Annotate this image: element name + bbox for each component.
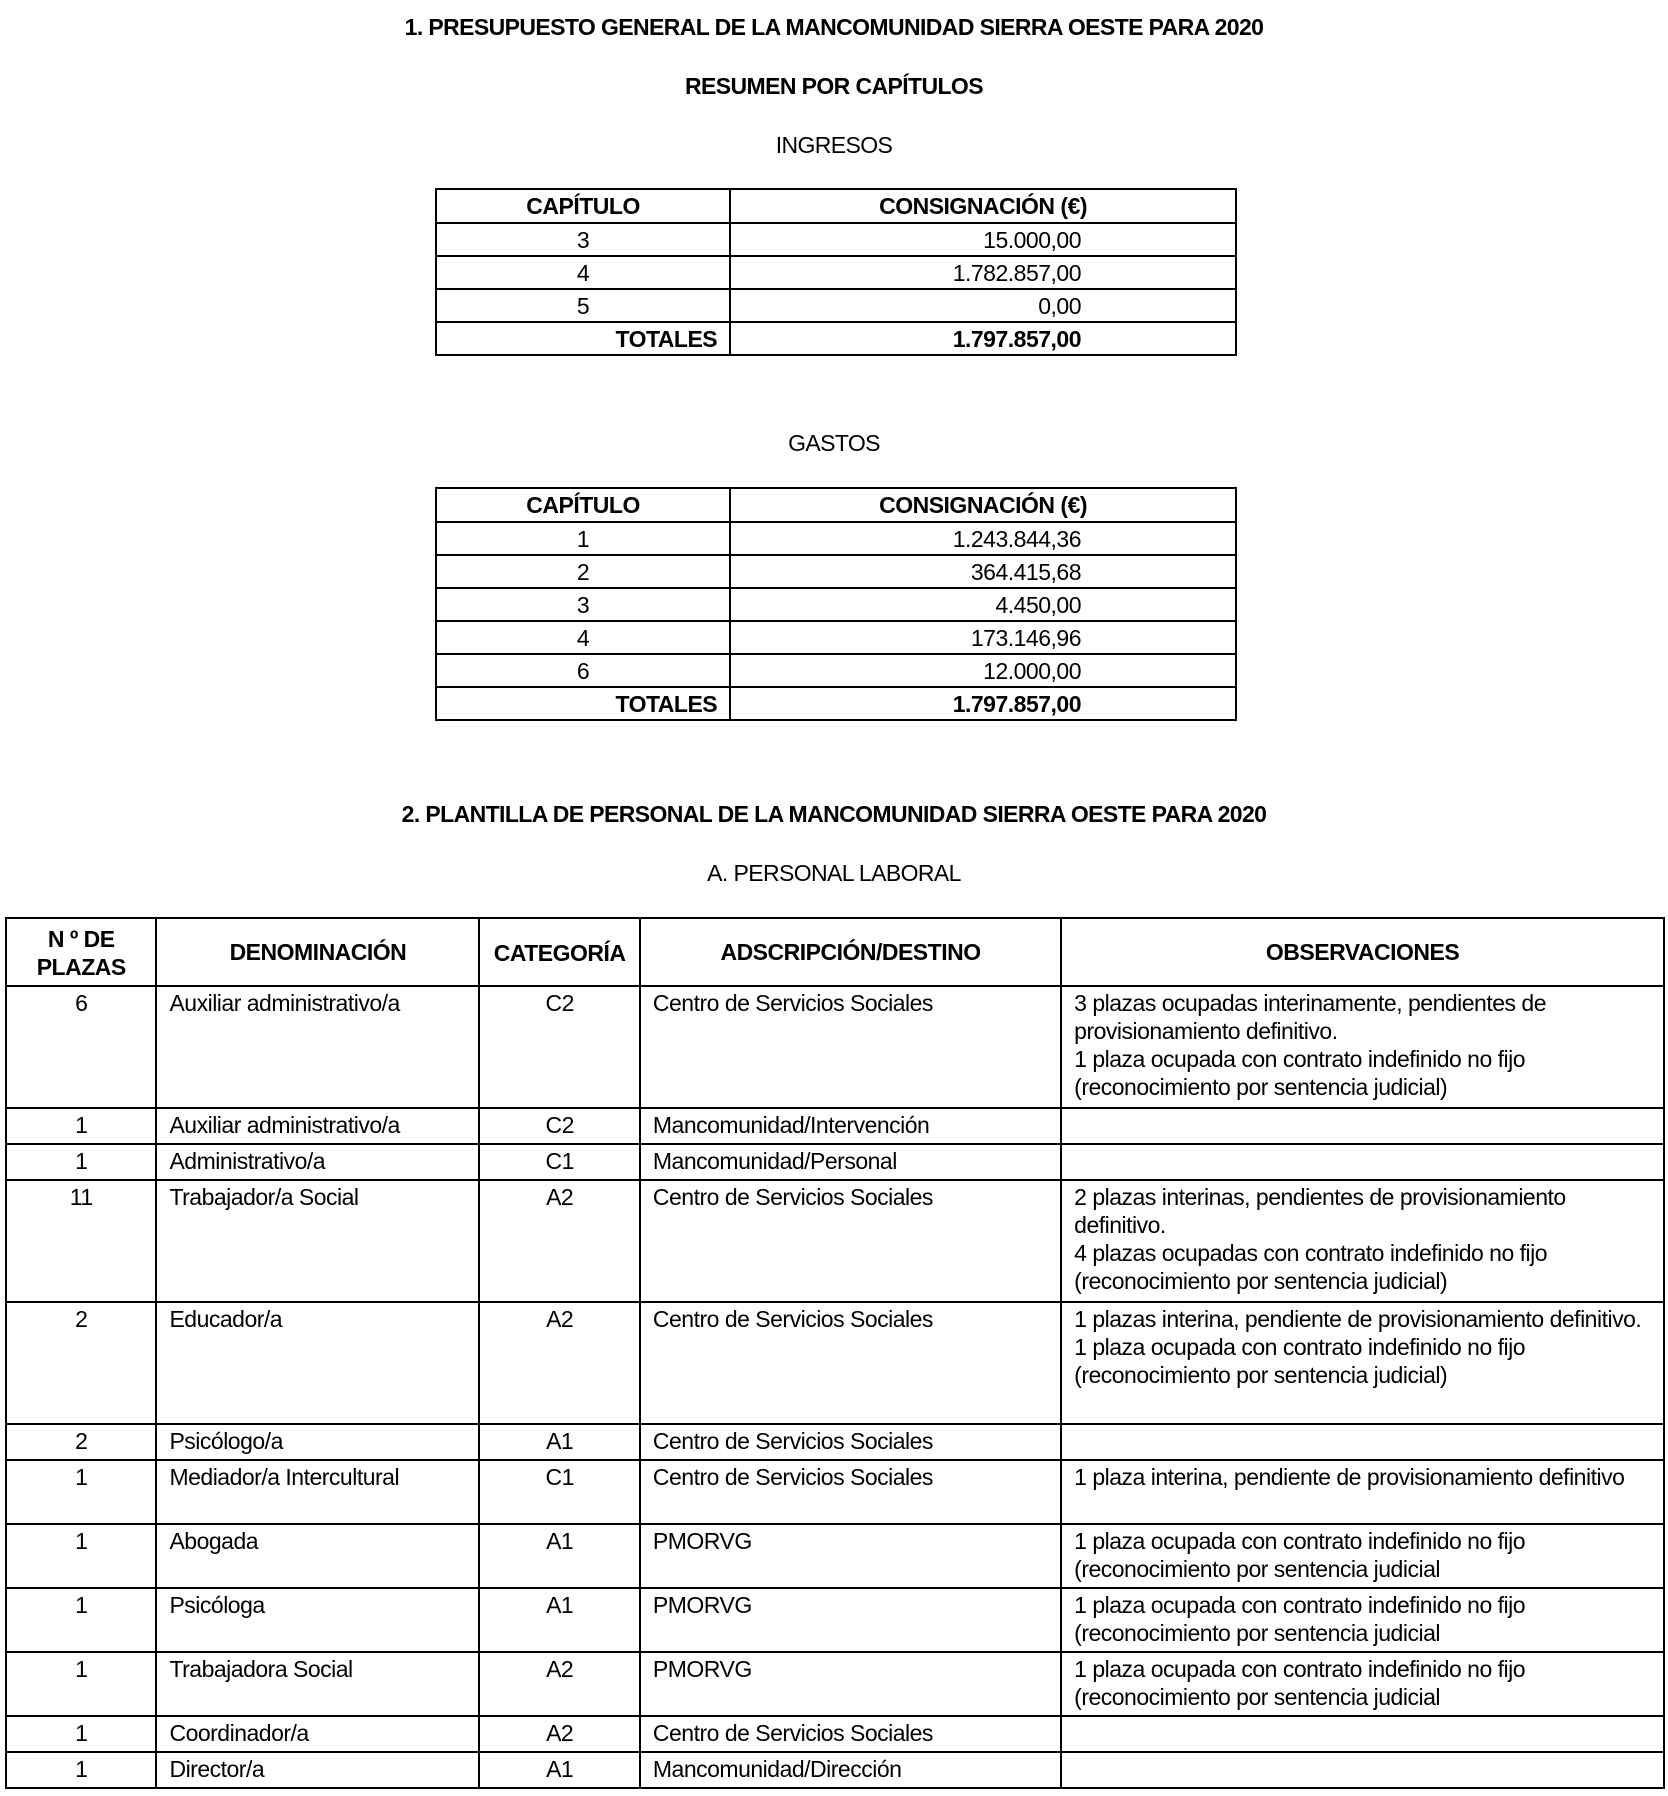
table-row — [436, 588, 1236, 621]
table-row — [436, 654, 1236, 687]
cell-observaciones — [1061, 1302, 1664, 1424]
header-plazas — [6, 918, 156, 986]
table-row — [6, 1716, 1664, 1752]
cell-adscripcion: PMORVG — [640, 1588, 1061, 1652]
cell-categoria: C2 — [479, 986, 639, 1108]
obs-line: 1 plazas interina, pendiente de provisionamiento definitivo. — [1074, 1306, 1642, 1332]
totals-label: TOTALES — [436, 322, 730, 355]
cell-denominacion: Psicóloga — [156, 1588, 479, 1652]
cell-adscripcion: Mancomunidad/Intervención — [640, 1108, 1061, 1144]
table-row — [436, 289, 1236, 322]
cell-plazas: 11 — [6, 1180, 156, 1302]
cell-denominacion: Mediador/a Intercultural — [156, 1460, 479, 1524]
cell-adscripcion: Mancomunidad/Dirección — [640, 1752, 1061, 1788]
cell-denominacion: Coordinador/a — [156, 1716, 479, 1752]
cell-adscripcion: Centro de Servicios Sociales — [640, 1716, 1061, 1752]
cell-consignacion: 364.415,68 — [730, 555, 1236, 588]
cell-capitulo: 4 — [436, 256, 730, 289]
gastos-label: GASTOS — [788, 430, 880, 456]
cell-denominacion: Trabajador/a Social — [156, 1180, 479, 1302]
table-row — [6, 1460, 1664, 1524]
section1-title: 1. PRESUPUESTO GENERAL DE LA MANCOMUNIDAD SIERRA OESTE PARA 2020 — [404, 14, 1264, 40]
table-row — [6, 1144, 1664, 1180]
cell-plazas: 1 — [6, 1652, 156, 1716]
cell-categoria: A2 — [479, 1716, 639, 1752]
header-observaciones: OBSERVACIONES — [1061, 918, 1664, 986]
cell-observaciones: 1 plaza ocupada con contrato indefinido no fijo (reconocimiento por sentencia judicial — [1061, 1652, 1664, 1716]
table-row — [6, 1752, 1664, 1788]
cell-denominacion: Auxiliar administrativo/a — [156, 986, 479, 1108]
cell-adscripcion: Centro de Servicios Sociales — [640, 1180, 1061, 1302]
cell-capitulo: 1 — [436, 522, 730, 555]
cell-adscripcion: PMORVG — [640, 1652, 1061, 1716]
table-row — [6, 986, 1664, 1108]
cell-plazas: 1 — [6, 1524, 156, 1588]
obs-line: 1 plaza ocupada con contrato indefinido no fijo (reconocimiento por sentencia judicial) — [1074, 1334, 1526, 1388]
table-row — [6, 1524, 1664, 1588]
cell-categoria: A1 — [479, 1524, 639, 1588]
cell-consignacion: 15.000,00 — [730, 223, 1236, 256]
cell-denominacion: Educador/a — [156, 1302, 479, 1424]
table-row — [436, 522, 1236, 555]
cell-categoria: C1 — [479, 1460, 639, 1524]
table-row — [436, 555, 1236, 588]
ingresos-label: INGRESOS — [775, 132, 893, 158]
cell-categoria: A1 — [479, 1424, 639, 1460]
header-categoria: CATEGORÍA — [479, 918, 639, 986]
cell-plazas: 1 — [6, 1108, 156, 1144]
cell-plazas: 2 — [6, 1302, 156, 1424]
cell-consignacion: 1.243.844,36 — [730, 522, 1236, 555]
cell-plazas: 2 — [6, 1424, 156, 1460]
header-capitulo: CAPÍTULO — [436, 488, 730, 522]
cell-plazas: 1 — [6, 1144, 156, 1180]
cell-plazas: 1 — [6, 1588, 156, 1652]
totals-row — [436, 687, 1236, 720]
header-consignacion: CONSIGNACIÓN (€) — [730, 488, 1236, 522]
cell-capitulo: 3 — [436, 588, 730, 621]
cell-capitulo: 6 — [436, 654, 730, 687]
cell-categoria: A2 — [479, 1302, 639, 1424]
cell-adscripcion: Centro de Servicios Sociales — [640, 1460, 1061, 1524]
cell-adscripcion: Mancomunidad/Personal — [640, 1144, 1061, 1180]
cell-consignacion: 1.782.857,00 — [730, 256, 1236, 289]
cell-adscripcion: Centro de Servicios Sociales — [640, 1424, 1061, 1460]
section1-subtitle: RESUMEN POR CAPÍTULOS — [685, 73, 983, 99]
cell-adscripcion: Centro de Servicios Sociales — [640, 986, 1061, 1108]
obs-line: 1 plaza ocupada con contrato indefinido no fijo (reconocimiento por sentencia judicial) — [1074, 1046, 1526, 1100]
cell-capitulo: 3 — [436, 223, 730, 256]
cell-categoria: C2 — [479, 1108, 639, 1144]
cell-consignacion: 173.146,96 — [730, 621, 1236, 654]
section2-title: 2. PLANTILLA DE PERSONAL DE LA MANCOMUNIDAD SIERRA OESTE PARA 2020 — [401, 801, 1267, 827]
cell-consignacion: 4.450,00 — [730, 588, 1236, 621]
cell-categoria: A1 — [479, 1588, 639, 1652]
table-header-row — [436, 488, 1236, 522]
obs-line: 2 plazas interinas, pendientes de provisionamiento definitivo. — [1074, 1184, 1566, 1238]
cell-plazas: 1 — [6, 1460, 156, 1524]
cell-plazas: 1 — [6, 1752, 156, 1788]
cell-plazas: 1 — [6, 1716, 156, 1752]
obs-line: 4 plazas ocupadas con contrato indefinido no fijo (reconocimiento por sentencia judicial) — [1074, 1240, 1548, 1294]
totals-row — [436, 322, 1236, 355]
cell-observaciones: 1 plaza ocupada con contrato indefinido no fijo (reconocimiento por sentencia judicial — [1061, 1588, 1664, 1652]
totals-value: 1.797.857,00 — [730, 687, 1236, 720]
header-plazas-line1: N º DE — [47, 925, 115, 952]
cell-plazas: 6 — [6, 986, 156, 1108]
cell-observaciones — [1061, 1144, 1664, 1180]
cell-denominacion: Administrativo/a — [156, 1144, 479, 1180]
cell-categoria: A2 — [479, 1180, 639, 1302]
cell-adscripcion: PMORVG — [640, 1524, 1061, 1588]
section2-subtitle: A. PERSONAL LABORAL — [707, 860, 961, 886]
table-row — [6, 1652, 1664, 1716]
table-row — [6, 1108, 1664, 1144]
header-denominacion: DENOMINACIÓN — [156, 918, 479, 986]
table-row — [6, 1424, 1664, 1460]
table-row — [6, 1302, 1664, 1424]
cell-adscripcion: Centro de Servicios Sociales — [640, 1302, 1061, 1424]
cell-capitulo: 4 — [436, 621, 730, 654]
cell-observaciones — [1061, 1424, 1664, 1460]
totals-value: 1.797.857,00 — [730, 322, 1236, 355]
staff-table — [5, 917, 1665, 1789]
cell-categoria: A1 — [479, 1752, 639, 1788]
totals-label: TOTALES — [436, 687, 730, 720]
gastos-table — [435, 487, 1237, 721]
table-row — [6, 1180, 1664, 1302]
cell-capitulo: 2 — [436, 555, 730, 588]
table-row — [436, 223, 1236, 256]
cell-denominacion: Director/a — [156, 1752, 479, 1788]
cell-observaciones: 1 plaza interina, pendiente de provisionamiento definitivo — [1061, 1460, 1664, 1524]
cell-observaciones — [1061, 1108, 1664, 1144]
header-adscripcion: ADSCRIPCIÓN/DESTINO — [640, 918, 1061, 986]
cell-observaciones — [1061, 986, 1664, 1108]
header-plazas-line2: PLAZAS — [36, 953, 126, 980]
cell-observaciones — [1061, 1180, 1664, 1302]
table-row — [436, 256, 1236, 289]
cell-capitulo: 5 — [436, 289, 730, 322]
cell-denominacion: Trabajadora Social — [156, 1652, 479, 1716]
cell-observaciones — [1061, 1716, 1664, 1752]
cell-categoria: A2 — [479, 1652, 639, 1716]
table-row — [436, 621, 1236, 654]
header-capitulo: CAPÍTULO — [436, 189, 730, 223]
cell-consignacion: 0,00 — [730, 289, 1236, 322]
cell-denominacion: Abogada — [156, 1524, 479, 1588]
cell-denominacion: Auxiliar administrativo/a — [156, 1108, 479, 1144]
cell-categoria: C1 — [479, 1144, 639, 1180]
cell-observaciones — [1061, 1752, 1664, 1788]
table-header-row — [436, 189, 1236, 223]
obs-line: 3 plazas ocupadas interinamente, pendientes de provisionamiento definitivo. — [1074, 990, 1547, 1044]
cell-denominacion: Psicólogo/a — [156, 1424, 479, 1460]
header-consignacion: CONSIGNACIÓN (€) — [730, 189, 1236, 223]
table-header-row — [6, 918, 1664, 986]
ingresos-table — [435, 188, 1237, 356]
cell-consignacion: 12.000,00 — [730, 654, 1236, 687]
table-row — [6, 1588, 1664, 1652]
cell-observaciones: 1 plaza ocupada con contrato indefinido no fijo (reconocimiento por sentencia judicial — [1061, 1524, 1664, 1588]
